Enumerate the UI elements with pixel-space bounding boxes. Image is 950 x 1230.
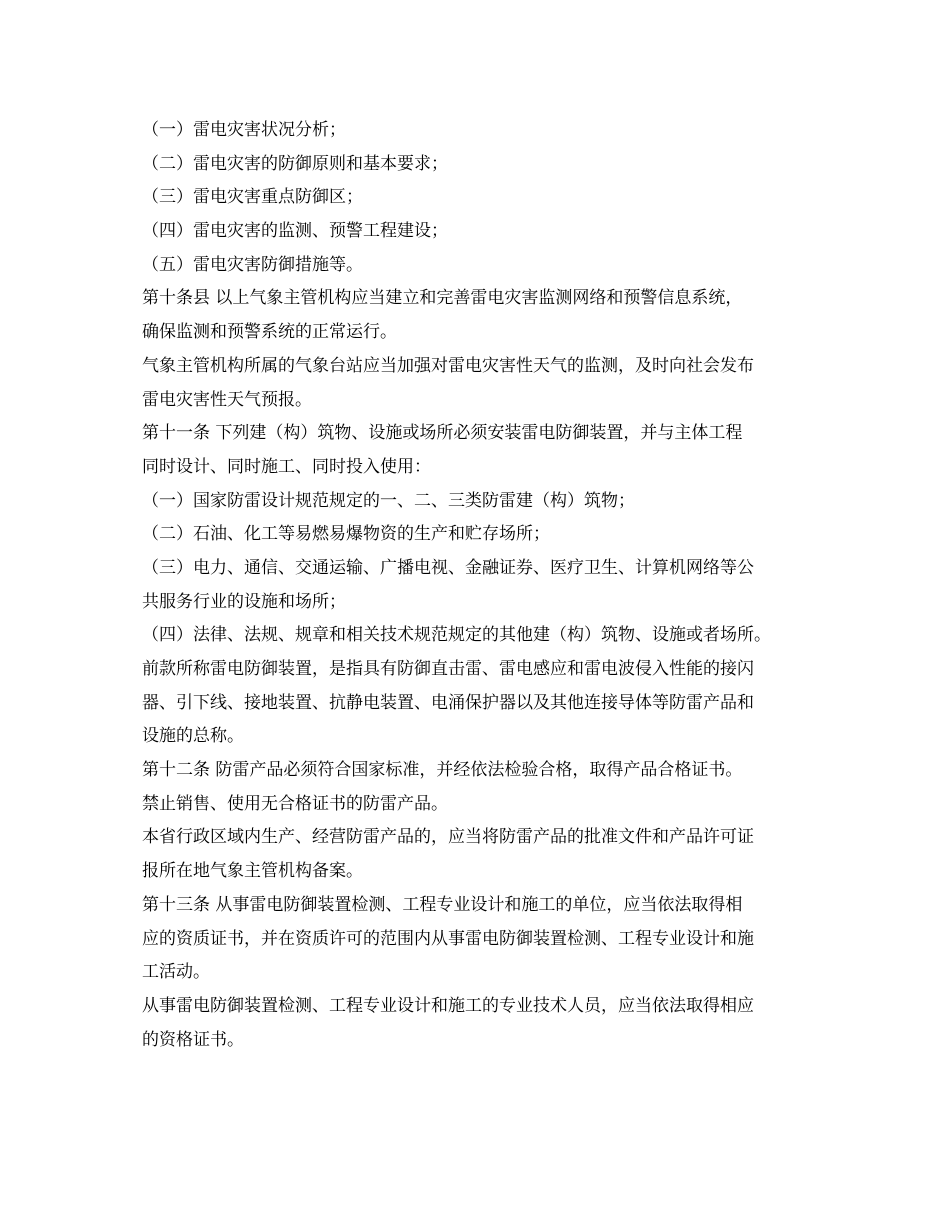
text-line: 前款所称雷电防御装置，是指具有防御直击雷、雷电感应和雷电波侵入性能的接闪: [142, 659, 754, 679]
text-line: 工活动。: [142, 962, 210, 983]
text-line: 从事雷电防御装置检测、工程专业设计和施工的专业技术人员，应当依法取得相应: [142, 995, 754, 1016]
text-line: 的资格证书。: [142, 1029, 244, 1050]
text-line: （一）雷电灾害状况分析；: [142, 120, 346, 140]
document-body: [142, 114, 822, 1057]
text-line: 确保监测和预警系统的正常运行。: [142, 322, 397, 343]
text-line: 应的资质证书，并在资质许可的范围内从事雷电防御装置检测、工程专业设计和施: [142, 928, 754, 949]
text-line: 设施的总称。: [142, 726, 244, 747]
text-line: （三）雷电灾害重点防御区；: [142, 187, 363, 208]
text-line: 报所在地气象主管机构备案。: [142, 861, 363, 882]
text-line: （三）电力、通信、交通运输、广播电视、金融证券、医疗卫生、计算机网络等公: [142, 557, 754, 578]
text-line: 第十三条 从事雷电防御装置检测、工程专业设计和施工的单位，应当依法取得相: [142, 894, 743, 915]
text-line: 第十一条 下列建（构）筑物、设施或场所必须安装雷电防御装置，并与主体工程: [142, 423, 743, 444]
text-line: 气象主管机构所属的气象台站应当加强对雷电灾害性天气的监测，及时向社会发布: [142, 355, 754, 376]
text-line: 同时设计、同时施工、同时投入使用：: [142, 456, 431, 477]
text-line: 雷电灾害性天气预报。: [142, 389, 312, 410]
text-line: （四）法律、法规、规章和相关技术规范规定的其他建（构）筑物、设施或者场所。: [142, 625, 771, 646]
text-line: 本省行政区域内生产、经营防雷产品的，应当将防雷产品的批准文件和产品许可证: [142, 827, 754, 848]
text-line: 共服务行业的设施和场所；: [142, 591, 346, 612]
text-line: （二）雷电灾害的防御原则和基本要求；: [142, 153, 448, 174]
text-line: （五）雷电灾害防御措施等。: [142, 254, 363, 275]
text-line: 器、引下线、接地装置、抗静电装置、电涌保护器以及其他连接导体等防雷产品和: [142, 692, 754, 713]
text-line: 第十二条 防雷产品必须符合国家标准，并经依法检验合格，取得产品合格证书。: [142, 760, 743, 781]
text-line: （一）国家防雷设计规范规定的一、二、三类防雷建（构）筑物；: [142, 490, 635, 511]
text-line: （四）雷电灾害的监测、预警工程建设；: [142, 221, 448, 242]
text-line: 禁止销售、使用无合格证书的防雷产品。: [142, 793, 448, 814]
text-line: 第十条县 以上气象主管机构应当建立和完善雷电灾害监测网络和预警信息系统，: [142, 288, 743, 309]
text-line: （二）石油、化工等易燃易爆物资的生产和贮存场所；: [142, 524, 550, 545]
